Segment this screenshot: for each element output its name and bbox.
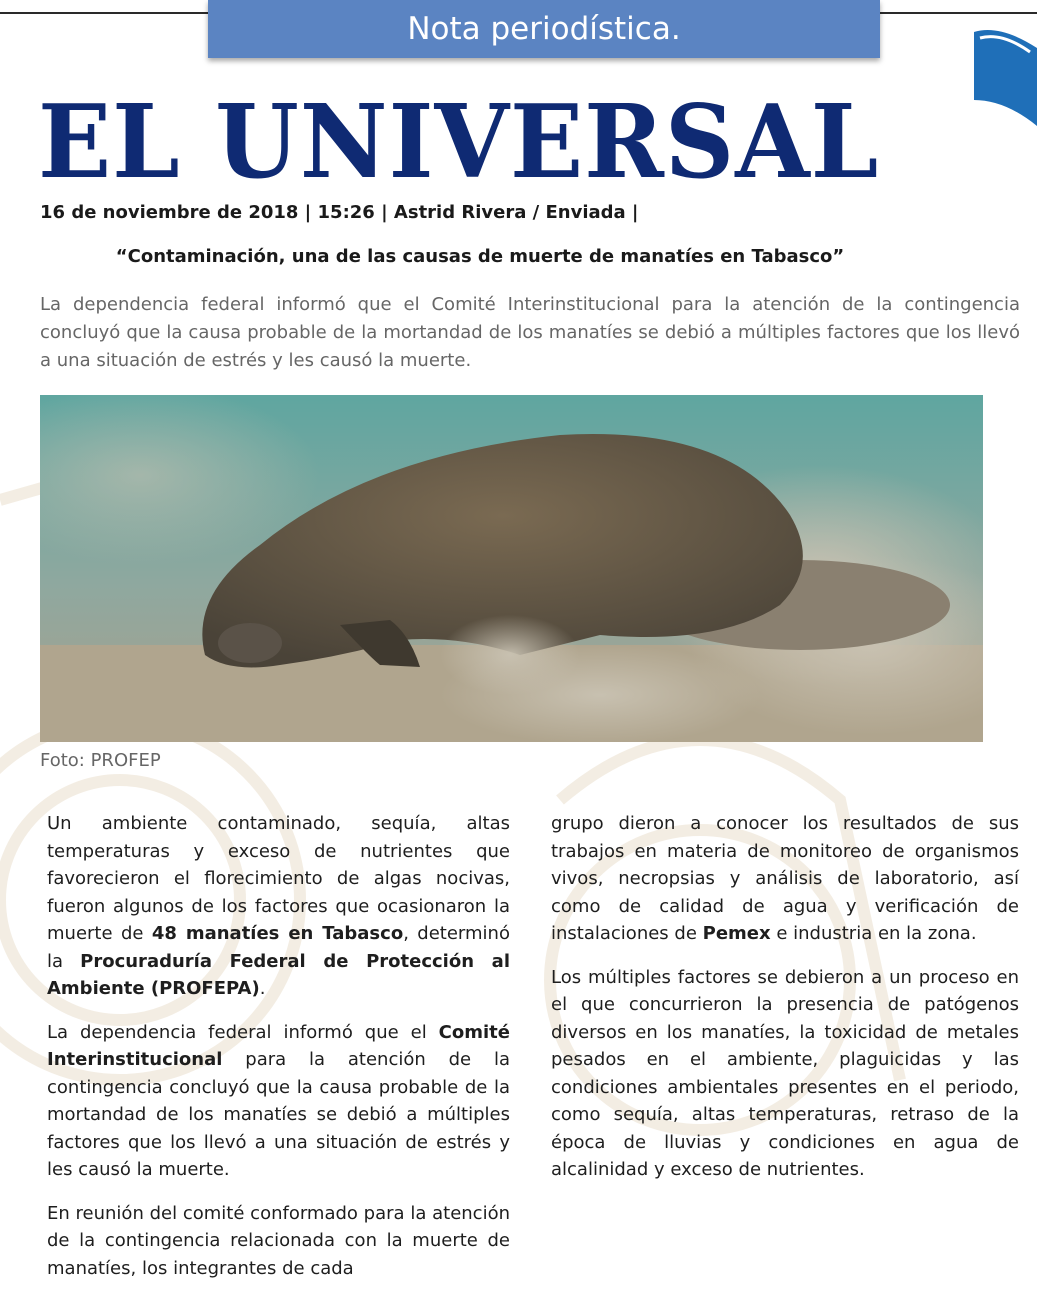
- bold-text: Pemex: [702, 923, 771, 944]
- article-column-right: [551, 810, 1019, 1200]
- body-paragraph-5: Los múltiples factores se debieron a un proceso en el que concurrieron la presencia de patógenos diversos en los manatíes, la toxicidad de metales pesados en el ambiente, plaguicidas y las condiciones ambientales presentes en el periodo, como sequía, altas temperaturas, retraso de la época de lluvias y condiciones en agua de alcalinidad y exceso de nutrientes.: [551, 966, 1019, 1180]
- body-paragraph-1: Un ambiente contaminado, sequía, altas temperaturas y exceso de nutrientes que favorecieron el florecimiento de algas nocivas, fueron algunos de los factores que ocasionaron la muerte de 48 manatíes en Tabasco, determinó la Procuraduría Federal de Protección al Ambiente (PROFEPA).: [47, 813, 510, 999]
- article-headline: “Contaminación, una de las causas de muerte de manatíes en Tabasco”: [115, 246, 845, 267]
- masthead-logo: EL UNIVERSAL: [38, 82, 880, 202]
- body-paragraph-4: grupo dieron a conocer los resultados de sus trabajos en materia de monitoreo de organismos vivos, necropsias y análisis de laboratorio, así como de calidad de agua y verificación de instalaciones de Pemex e industria en la zona.: [551, 813, 1019, 944]
- body-paragraph-2: La dependencia federal informó que el Comité Interinstitucional para la atención de la contingencia concluyó que la causa probable de la mortandad de los manatíes se debió a múltiples factores que los llevó a una situación de estrés y les causó la muerte.: [47, 1021, 510, 1180]
- photo-caption: Foto: PROFEP: [40, 750, 161, 771]
- book-icon: [970, 26, 1037, 126]
- manatee-photo: [40, 395, 983, 742]
- bold-text: Comité Interinstitucional: [47, 1021, 510, 1070]
- section-banner: Nota periodística.: [208, 0, 880, 58]
- bold-text: Procuraduría Federal de Protección al Ambiente (PROFEPA): [47, 950, 510, 999]
- body-paragraph-3: En reunión del comité conformado para la atención de la contingencia relacionada con la muerte de manatíes, los integrantes de cada: [47, 1202, 510, 1279]
- article-lede: La dependencia federal informó que el Comité Interinstitucional para la atención de la contingencia concluyó que la causa probable de la mortandad de los manatíes se debió a múltiples factores que los llevó a una situación de estrés y les causó la muerte.: [40, 294, 1020, 371]
- bold-text: 48 manatíes en Tabasco: [151, 923, 404, 944]
- article-column-left: [47, 810, 510, 1298]
- byline: 16 de noviembre de 2018 | 15:26 | Astrid Rivera / Enviada |: [40, 202, 639, 223]
